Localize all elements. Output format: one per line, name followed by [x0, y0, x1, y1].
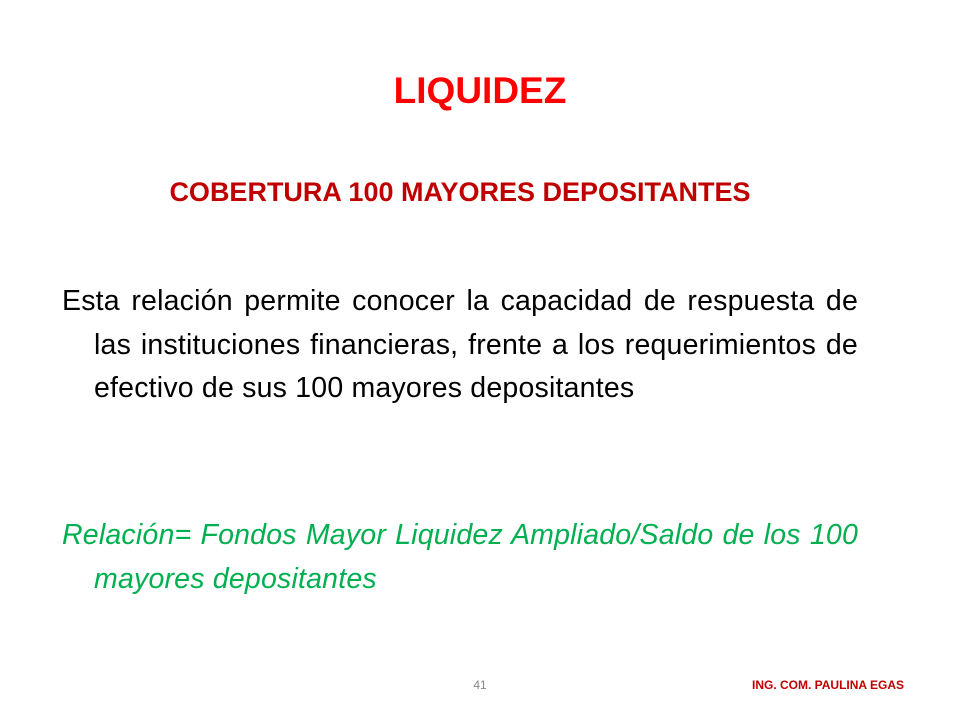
formula-paragraph: Relación= Fondos Mayor Liquidez Ampliado/Saldo de los 100 mayores depositantes: [62, 519, 858, 595]
slide-title: LIQUIDEZ: [393, 70, 567, 111]
slide-subtitle: COBERTURA 100 MAYORES DEPOSITANTES: [169, 177, 751, 207]
page-number: 41: [473, 678, 487, 692]
body-paragraph: Esta relación permite conocer la capacidad de respuesta de las instituciones financieras, frente a los requerimientos de efectivo de sus 100 mayores depositantes: [62, 285, 858, 404]
footer-author: ING. COM. PAULINA EGAS: [751, 678, 904, 692]
